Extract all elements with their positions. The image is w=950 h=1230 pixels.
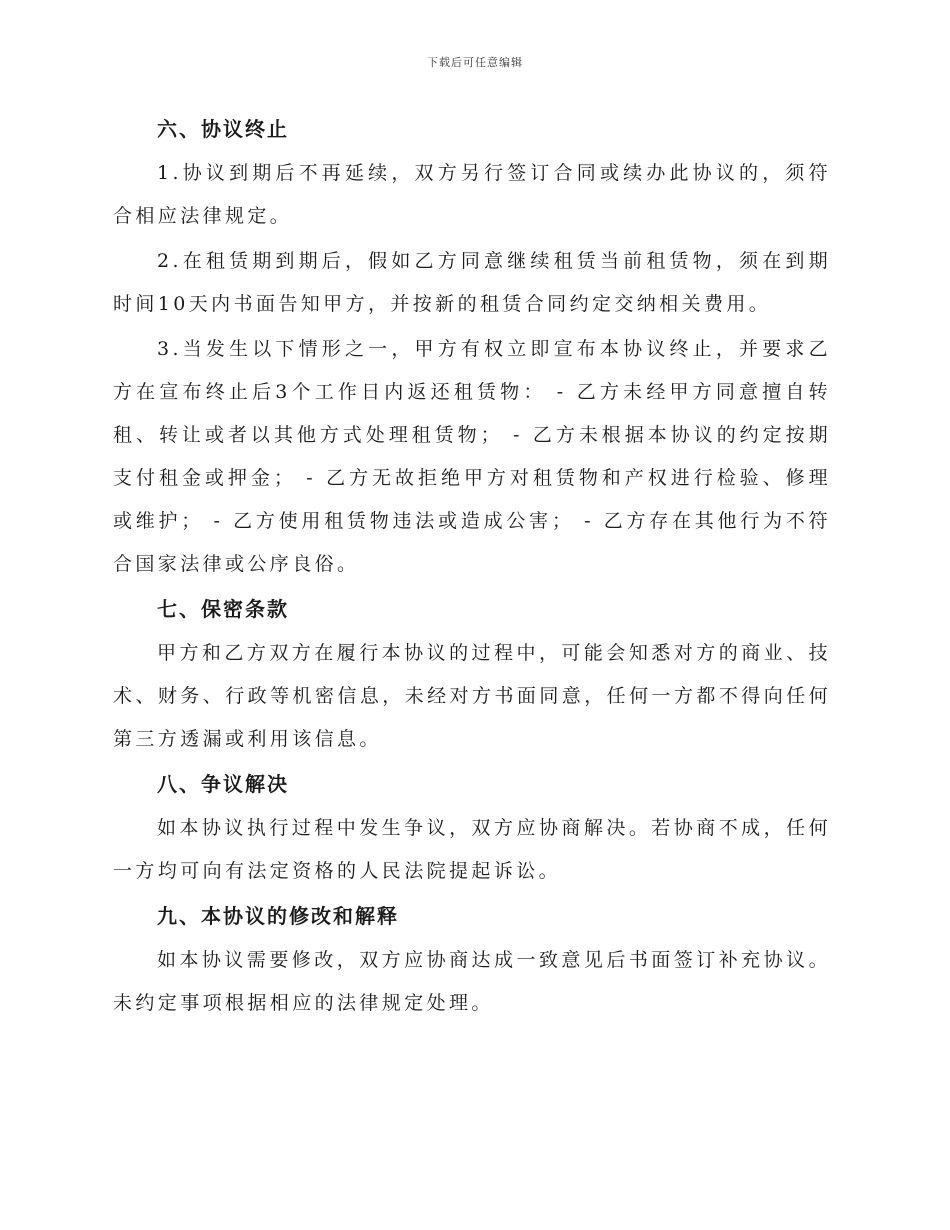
page-header: 下载后可任意编辑	[427, 56, 523, 69]
section-dispute-resolution	[113, 763, 831, 893]
paragraph: 如本协议执行过程中发生争议，双方应协商解决。若协商不成，任何一方均可向有法定资格的人民法院提起诉讼。	[113, 817, 831, 882]
section-heading: 六、协议终止	[157, 117, 289, 141]
section-termination	[113, 108, 831, 586]
document-body	[113, 108, 831, 1027]
section-heading: 七、保密条款	[157, 597, 289, 621]
paragraph: 2.在租赁期到期后，假如乙方同意继续租赁当前租赁物，须在到期时间10天内书面告知甲方，并按新的租赁合同约定交纳相关费用。	[113, 250, 831, 315]
section-confidentiality	[113, 588, 831, 761]
paragraph: 甲方和乙方双方在履行本协议的过程中，可能会知悉对方的商业、技术、财务、行政等机密信息，未经对方书面同意，任何一方都不得向任何第三方透漏或利用该信息。	[113, 642, 831, 750]
paragraph: 3.当发生以下情形之一，甲方有权立即宣布本协议终止，并要求乙方在宣布终止后3个工作日内返还租赁物： - 乙方未经甲方同意擅自转租、转让或者以其他方式处理租赁物； - 乙方未根据本协议的约定按期支付租金或押金； - 乙方无故拒绝甲方对租赁物和产权进行检验、修理或维护； - 乙方使用租赁物违法或造成公害； - 乙方存在其他行为不符合国家法律或公序良俗。	[113, 338, 831, 575]
section-amendment	[113, 895, 831, 1025]
section-heading: 八、争议解决	[157, 772, 289, 796]
paragraph: 如本协议需要修改，双方应协商达成一致意见后书面签订补充协议。未约定事项根据相应的法律规定处理。	[113, 949, 831, 1014]
section-heading: 九、本协议的修改和解释	[157, 904, 399, 928]
paragraph: 1.协议到期后不再延续，双方另行签订合同或续办此协议的，须符合相应法律规定。	[113, 162, 831, 227]
